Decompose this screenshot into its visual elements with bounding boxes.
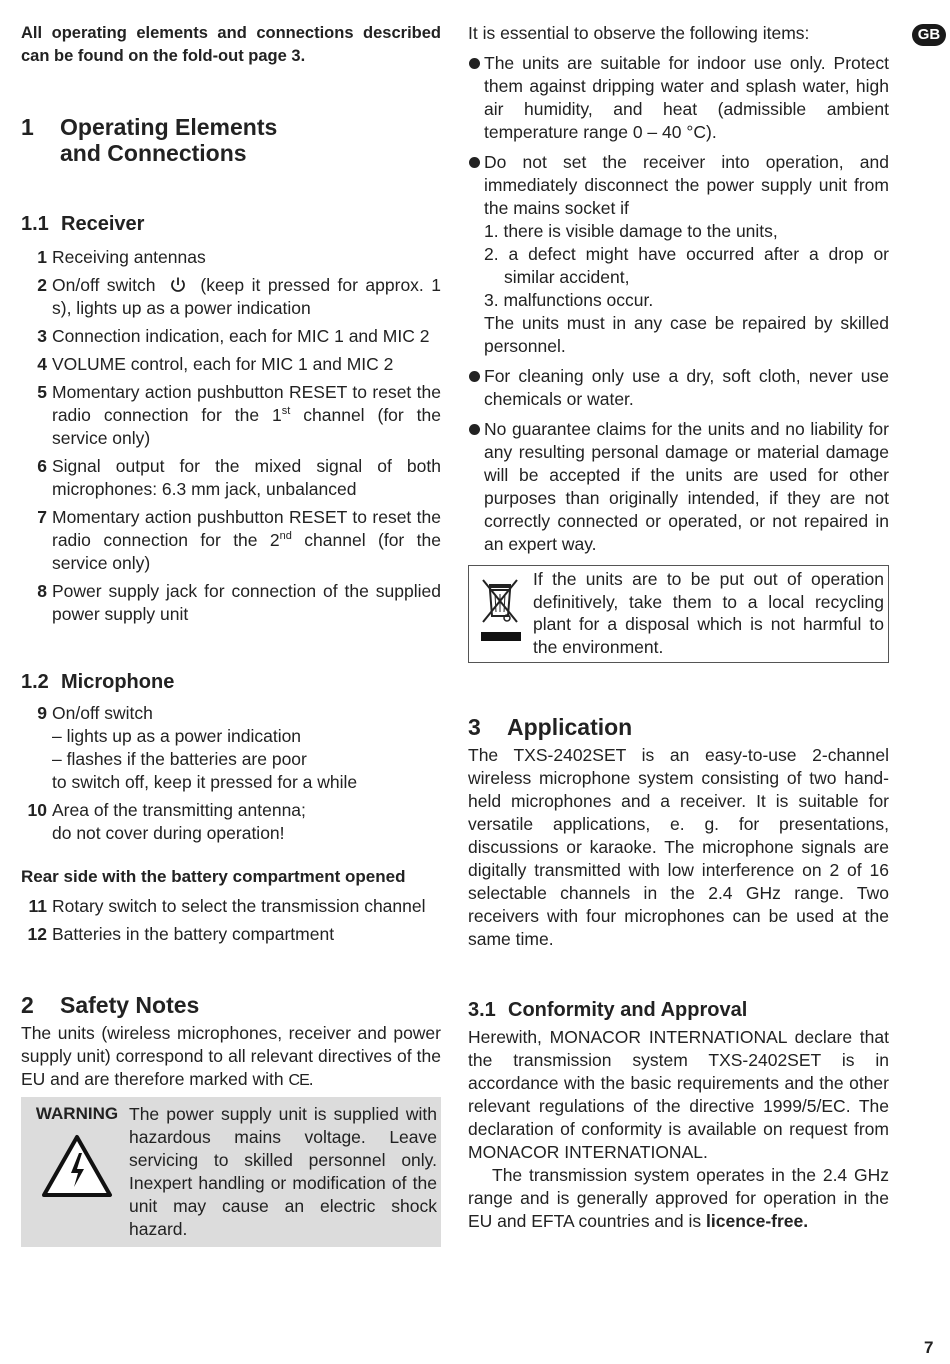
item-number: 2: [37, 275, 47, 295]
section-3-1-heading: [468, 998, 889, 1022]
approval-text-body: The transmission system operates in the 2.4 GHz range and is generally approved for operation in the EU and EFTA countries and is: [468, 1165, 889, 1231]
safety-text-body: The units (wireless microphones, receiver and power supply unit) correspond to all relevant directives of the EU and are therefore marked with: [21, 1023, 441, 1089]
bullet-item: [468, 52, 889, 144]
item-line: Area of the transmitting antenna;: [52, 800, 306, 820]
item-text: Power supply jack for connection of the supplied power supply unit: [52, 581, 441, 624]
application-text: The TXS-2402SET is an easy-to-use 2-channel wireless microphone system consisting of two hand-held microphones and a receiver. It is suitable for versatile applications, e. g. for presentations, discussions or karaoke. The microphone signals are digitally transmitted with low interference on 2 of 16 selectable channels in the 2.4 GHz range. Two receivers with four microphones can be used at the same time.: [468, 745, 889, 949]
item-text: Connection indication, each for MIC 1 and MIC 2: [52, 326, 430, 346]
list-item: [21, 506, 441, 575]
list-item: [21, 702, 441, 794]
language-badge: GB: [912, 24, 946, 46]
section-number: 3: [468, 714, 481, 740]
item-number: 3: [37, 326, 47, 346]
page-number: 7: [924, 1338, 934, 1357]
disposal-text: If the units are to be put out of operation definitively, take them to a local recycling plant for a disposal which is not harmful to the environment.: [533, 569, 884, 657]
item-text: Batteries in the battery compartment: [52, 924, 335, 944]
bullet-subline: similar accident,: [504, 267, 630, 287]
high-voltage-warning-icon: [41, 1133, 113, 1199]
list-item: [21, 381, 441, 450]
section-1-1-heading: [21, 212, 441, 236]
conformity-text: Herewith, MONACOR INTERNATIONAL declare that the transmission system TXS-2402SET is in accordance with the basic requirements and the other relevant regulations of the directive 1999/5/EC. The declaration of conformity is available on request from MONACOR INTERNATIONAL.: [468, 1027, 889, 1162]
item-text: Signal output for the mixed signal of both microphones: 6.3 mm jack, unbalanced: [52, 456, 441, 499]
item-line: do not cover during operation!: [52, 823, 285, 843]
item-text-part: On/off switch: [52, 275, 156, 295]
bullet-item: [468, 365, 889, 411]
bullet-subline: 3. malfunctions occur.: [484, 290, 654, 310]
item-number: 1: [37, 247, 47, 267]
list-item: [21, 325, 441, 348]
list-item: [21, 923, 441, 946]
superscript: nd: [279, 530, 292, 543]
item-text-part: Momentary action pushbutton RESET to reset the radio connection for the 1: [52, 382, 441, 425]
approval-text: [468, 1164, 889, 1233]
bullet-dot: [468, 151, 484, 358]
list-item: [21, 580, 441, 626]
safety-text-end: .: [308, 1069, 314, 1089]
bullet-item: [468, 151, 889, 358]
item-text: [47, 381, 441, 450]
bullet-subline: 1. there is visible damage to the units,: [484, 221, 778, 241]
item-number: 9: [37, 703, 47, 723]
item-number: 5: [37, 382, 47, 402]
section-number: 2: [21, 992, 34, 1018]
item-text-part: channel (for the service only): [52, 405, 441, 448]
bullet-subline: 2. a defect might have occurred after a drop or: [484, 244, 889, 264]
item-line: to switch off, keep it pressed for a while: [52, 772, 358, 792]
item-text: [47, 274, 441, 320]
intro-text: All operating elements and connections described can be found on the fold-out page 3.: [21, 24, 441, 65]
item-line: – lights up as a power indication: [52, 726, 302, 746]
item-text: [47, 702, 441, 794]
list-item: [21, 799, 441, 845]
item-text-part: channel (for the service only): [52, 530, 441, 573]
bullet-text-body: Do not set the receiver into operation, and immediately disconnect the power supply unit from the mains socket if: [484, 152, 889, 218]
section-1-heading: [21, 114, 441, 166]
licence-free-text: licence-free.: [706, 1211, 809, 1231]
bullet-text: For cleaning only use a dry, soft cloth, never use chemicals or water.: [484, 366, 889, 409]
item-number: 4: [37, 354, 47, 374]
list-item: [21, 455, 441, 501]
observe-text: It is essential to observe the following items:: [468, 23, 810, 43]
section-title: Safety Notes: [60, 992, 200, 1018]
item-number: 6: [37, 456, 47, 476]
warning-text: The power supply unit is supplied with hazardous mains voltage. Leave servicing to skilled personnel only. Inexpert handling or modification of the unit may cause an electric shock hazard.: [129, 1104, 437, 1239]
item-text: Rotary switch to select the transmission channel: [52, 896, 426, 916]
item-line: – flashes if the batteries are poor: [52, 749, 307, 769]
section-title-line1: Operating Elements: [60, 114, 278, 140]
list-item: [21, 895, 441, 918]
section-title: Conformity and Approval: [508, 999, 748, 1021]
left-column: [21, 22, 441, 1247]
ce-mark: CE: [288, 1072, 309, 1089]
item-text: [47, 506, 441, 575]
item-text-part: Momentary action pushbutton RESET to reset the radio connection for the 2: [52, 507, 441, 550]
power-symbol-icon: [169, 276, 187, 294]
section-2-heading: [21, 992, 441, 1018]
section-title: Receiver: [61, 213, 145, 235]
bullet-text: [484, 151, 889, 358]
section-1-2-heading: [21, 670, 441, 694]
item-text: [47, 799, 441, 845]
section-title: Microphone: [61, 671, 175, 693]
bullet-dot: [468, 365, 484, 411]
item-line: On/off switch: [52, 703, 153, 723]
section-title: Application: [507, 714, 633, 740]
list-item: [21, 274, 441, 320]
disposal-icon-cell: [475, 568, 533, 658]
item-number: 12: [27, 924, 47, 944]
item-number: 11: [28, 896, 47, 916]
section-title-line2: and Connections: [60, 140, 247, 166]
safety-text: [21, 1022, 441, 1092]
rear-side-heading: Rear side with the battery compartment opened: [21, 867, 406, 886]
section-number: 1.1: [21, 213, 49, 235]
bullet-item: [468, 418, 889, 556]
bullet-dot: [468, 52, 484, 144]
section-number: 3.1: [468, 999, 496, 1021]
crossed-out-wheelie-bin-icon: [477, 574, 525, 644]
list-item: [21, 353, 441, 376]
item-number: 10: [27, 800, 47, 820]
bullet-subline: The units must in any case be repaired by skilled personnel.: [484, 313, 889, 356]
right-column: [468, 22, 889, 1233]
bullet-dot: [468, 418, 484, 556]
section-number: 1.2: [21, 671, 49, 693]
item-text: VOLUME control, each for MIC 1 and MIC 2: [52, 354, 394, 374]
item-text: Receiving antennas: [52, 247, 206, 267]
warning-box: [21, 1097, 441, 1247]
superscript: st: [281, 405, 291, 418]
section-number: 1: [21, 114, 34, 140]
warning-left: [25, 1103, 129, 1241]
item-number: 8: [37, 581, 47, 601]
section-3-heading: [468, 714, 889, 740]
warning-label: WARNING: [35, 1104, 119, 1123]
bullet-text: The units are suitable for indoor use only. Protect them against dripping water and splash water, high air humidity, and heat (admissible ambient temperature range 0 – 40 °C).: [484, 53, 889, 142]
disposal-box: [468, 565, 889, 663]
list-item: [21, 246, 441, 269]
item-number: 7: [37, 507, 47, 527]
bullet-text: No guarantee claims for the units and no liability for any resulting personal damage or material damage will be accepted if the units are used for other purposes than originally intended, if they are not correctly connected or operated, or not repaired in an expert way.: [484, 419, 889, 554]
item-text-part: (keep it pressed for approx. 1 s), lights up as a power indication: [52, 275, 441, 318]
